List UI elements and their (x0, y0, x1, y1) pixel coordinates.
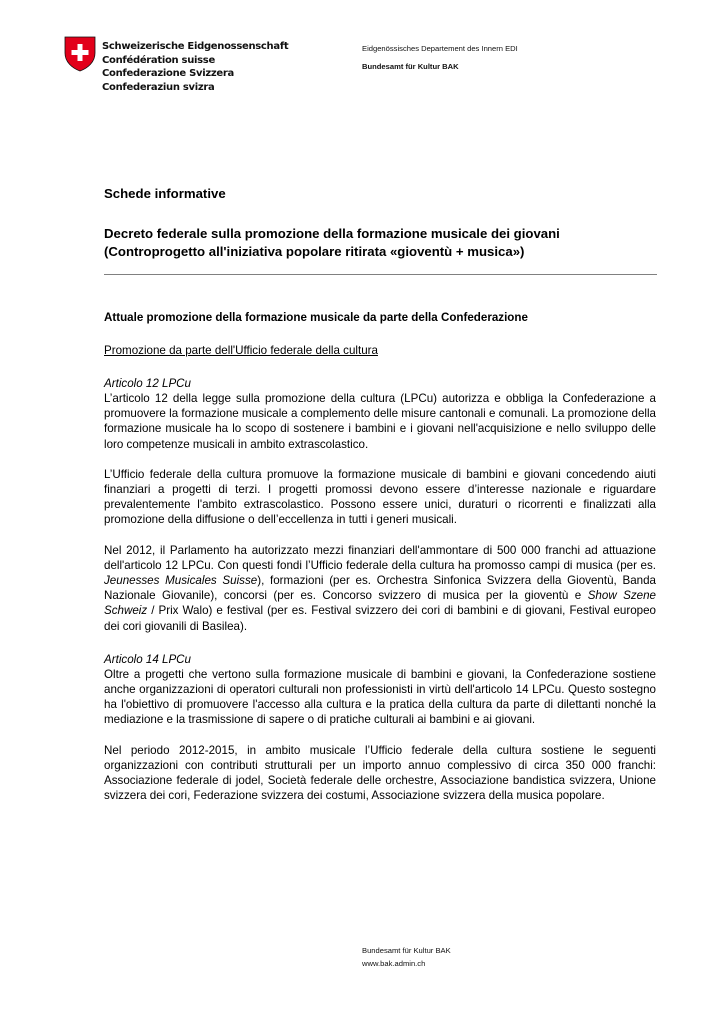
paragraph-2: L’Ufficio federale della cultura promuove la formazione musicale di bambini e giovani concedendo aiuti finanziari a progetti di terzi. I progetti promossi devono essere d’interesse nazionale e riguardare prevalentemente l'ambito extrascolastico. Possono essere unici, duraturi o ricorrenti e finalizzati alla promozione della diffusione o dell’eccellenza in tutti i generi musicali. (104, 467, 656, 527)
paragraph-3-part-b: ), formazioni (per es. Orchestra Sinfonica Svizzera della Gioventù, Banda Nazionale Giovanile), concorsi (per es. Concorso svizzero di musica per la gioventù e (104, 574, 656, 603)
footer (362, 944, 451, 970)
paragraph-3-emphasis-1: Jeunesses Musicales Suisse (104, 574, 258, 588)
document-title (104, 225, 656, 261)
department-name: Eidgenössisches Departement des Innern EDI (362, 44, 518, 53)
federal-name-de: Schweizerische Eidgenossenschaft (102, 41, 289, 52)
federal-name-rm: Confederaziun svizra (102, 81, 215, 93)
footer-office: Bundesamt für Kultur BAK (362, 946, 451, 955)
paragraph-3-emphasis-2: Show Szene Schweiz (104, 589, 656, 618)
paragraph-5: Nel periodo 2012-2015, in ambito musicale l’Ufficio federale della cultura sostiene le seguenti organizzazioni con contributi strutturali per un importo annuo complessivo di circa 350 000 franchi: Associazione federale di jodel, Società federale delle orchestre, Associazione bandistica svizzera, Unione svizzera dei cori, Federazione svizzera dei costumi, Associazione svizzera della musica popolare. (104, 743, 656, 803)
title-divider (104, 274, 657, 275)
office-name: Bundesamt für Kultur BAK (362, 62, 459, 71)
article-12-label: Articolo 12 LPCu (104, 377, 191, 390)
document-heading: Schede informative (104, 186, 226, 201)
article-12-text: L’articolo 12 della legge sulla promozione della cultura (LPCu) autorizza e obbliga la Confederazione a promuovere la formazione musicale a complemento delle misure cantonali e comunali. La promozione della formazione musicale ha lo scopo di sostenere i bambini e i giovani nell'acquisizione e nello sviluppo delle loro competenze musicali in ambito extrascolastico. (104, 392, 656, 451)
article-14-text: Oltre a progetti che vertono sulla formazione musicale di bambini e giovani, la Confederazione sostiene anche organizzazioni di operatori culturali non professionisti in virtù dell'articolo 14 LPCu. Questo sostegno ha l'obiettivo di promuovere l'accesso alla cultura e la pratica della cultura da parte di dilettanti nonché la mediazione e la trasmissione di sapere o di pratiche culturali ai bambini e ai giovani. (104, 667, 656, 727)
title-line-1: Decreto federale sulla promozione della formazione musicale dei giovani (104, 226, 560, 241)
paragraph-3-part-c: / Prix Walo) e festival (per es. Festival svizzero dei cori di bambini e di giovani, Festival europeo dei cori giovanili di Basilea). (104, 604, 656, 633)
federal-name-fr: Confédération suisse (102, 54, 215, 66)
subheading: Promozione da parte dell'Ufficio federale della cultura (104, 344, 378, 357)
paragraph-3 (104, 543, 656, 634)
federal-names (102, 40, 288, 94)
document-body (104, 185, 656, 803)
federal-name-it: Confederazione Svizzera (102, 68, 234, 79)
section-heading: Attuale promozione della formazione musicale da parte della Confederazione (104, 311, 528, 324)
title-line-2: (Controprogetto all'iniziativa popolare ritirata «gioventù + musica») (104, 244, 525, 259)
footer-url: www.bak.admin.ch (362, 959, 426, 968)
article-14-label: Articolo 14 LPCu (104, 652, 191, 666)
paragraph-3-part-a: Nel 2012, il Parlamento ha autorizzato mezzi finanziari dell'ammontare di 500 000 franchi ad attuazione dell'articolo 12 LPCu. Con questi fondi l’Ufficio federale della cultura ha promosso campi di musica (per es. (104, 543, 656, 572)
swiss-coat-of-arms-icon (64, 36, 96, 77)
